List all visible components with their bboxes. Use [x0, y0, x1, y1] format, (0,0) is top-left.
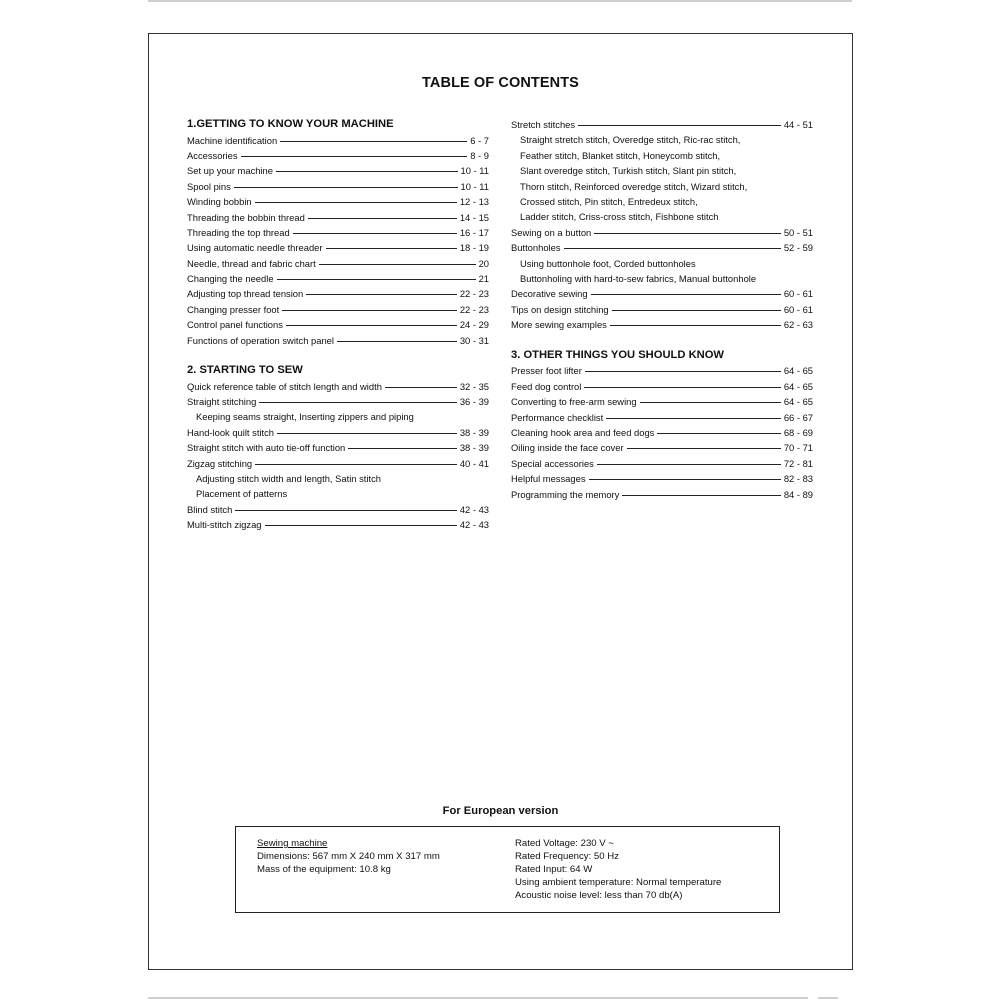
spec-line: Dimensions: 567 mm X 240 mm X 317 mm [257, 851, 440, 862]
toc-entry: Needle, thread and fabric chart 20 [187, 257, 489, 269]
spec-line: Rated Input: 64 W [515, 864, 593, 875]
toc-entry: Cleaning hook area and feed dogs 68 - 69 [511, 427, 813, 438]
toc-subentry: Feather stitch, Blanket stitch, Honeycomb stitch, [520, 149, 721, 161]
toc-entry: Set up your machine 10 - 11 [187, 165, 489, 177]
toc-entry: Control panel functions 24 - 29 [187, 319, 489, 331]
spec-heading: Sewing machine [257, 838, 328, 849]
toc-entry: Converting to free-arm sewing 64 - 65 [511, 396, 813, 408]
toc-entry: Oiling inside the face cover 70 - 71 [511, 442, 813, 454]
toc-subentry: Buttonholing with hard-to-sew fabrics, Manual buttonhole [520, 272, 757, 284]
specifications-right [515, 837, 721, 902]
toc-right-column [511, 117, 813, 502]
toc-entry: Performance checklist 66 - 67 [511, 411, 813, 423]
toc-subentry: Straight stretch stitch, Overedge stitch, Ric-rac stitch, [520, 134, 741, 146]
toc-subentry: Placement of patterns [196, 488, 288, 500]
toc-entry: Presser foot lifter 64 - 65 [511, 365, 813, 377]
toc-entry: Changing presser foot 22 - 23 [187, 303, 489, 315]
spec-line: Mass of the equipment: 10.8 kg [257, 864, 391, 875]
toc-entry: Spool pins 10 - 11 [187, 180, 489, 192]
document-page [148, 33, 853, 970]
page-title: TABLE OF CONTENTS [422, 75, 579, 91]
toc-entry: Quick reference table of stitch length and width 32 - 35 [187, 380, 489, 392]
toc-left-column [187, 117, 489, 533]
toc-entry: Helpful messages 82 - 83 [511, 473, 813, 485]
toc-entry: Buttonholes 52 - 59 [511, 242, 813, 254]
specifications-box [235, 826, 780, 913]
spec-line: Using ambient temperature: Normal temperature [515, 877, 722, 888]
toc-entry: Using automatic needle threader 18 - 19 [187, 242, 489, 254]
toc-entry: Special accessories 72 - 81 [511, 457, 813, 469]
toc-entry: Blind stitch 42 - 43 [187, 503, 489, 515]
spec-line: Rated Voltage: 230 V ~ [515, 838, 614, 849]
toc-entry: Machine identification 6 - 7 [187, 134, 489, 146]
toc-entry: Feed dog control 64 - 65 [511, 380, 813, 392]
spec-line: Acoustic noise level: less than 70 db(A) [515, 890, 683, 901]
toc-subentry: Thorn stitch, Reinforced overedge stitch, Wizard stitch, [520, 180, 748, 192]
toc-subentry: Crossed stitch, Pin stitch, Entredeux stitch, [520, 195, 698, 207]
toc-entry: Stretch stitches 44 - 51 [511, 119, 813, 131]
toc-subentry: Slant overedge stitch, Turkish stitch, Slant pin stitch, [520, 165, 737, 177]
toc-subentry: Adjusting stitch width and length, Satin stitch [196, 472, 382, 484]
toc-entry: Threading the top thread 16 - 17 [187, 226, 489, 238]
toc-entry: Winding bobbin 12 - 13 [187, 196, 489, 208]
toc-entry: Threading the bobbin thread 14 - 15 [187, 211, 489, 223]
toc-entry: Straight stitching 36 - 39 [187, 396, 489, 408]
toc-entry: Zigzag stitching 40 - 41 [187, 457, 489, 469]
top-divider [148, 0, 852, 2]
section-heading: 3. OTHER THINGS YOU SHOULD KNOW [511, 348, 724, 361]
toc-subentry: Ladder stitch, Criss-cross stitch, Fishbone stitch [520, 211, 719, 223]
toc-entry: Changing the needle 21 [187, 273, 489, 285]
toc-entry: Sewing on a button 50 - 51 [511, 226, 813, 238]
section-heading: 2. STARTING TO SEW [187, 364, 303, 377]
toc-subentry: Using buttonhole foot, Corded buttonholes [520, 257, 696, 269]
bottom-divider [148, 997, 808, 999]
toc-entry: Tips on design stitching 60 - 61 [511, 303, 813, 315]
toc-entry: Straight stitch with auto tie-off function 38 - 39 [187, 442, 489, 454]
toc-entry: Multi-stitch zigzag 42 - 43 [187, 519, 489, 531]
toc-entry: Functions of operation switch panel 30 - 31 [187, 334, 489, 346]
specifications-left [257, 837, 440, 876]
toc-entry: Adjusting top thread tension 22 - 23 [187, 288, 489, 300]
toc-entry: Decorative sewing 60 - 61 [511, 288, 813, 300]
toc-entry: Hand-look quilt stitch 38 - 39 [187, 427, 489, 438]
european-version-title: For European version [442, 805, 559, 817]
toc-subentry: Keeping seams straight, Inserting zippers and piping [196, 411, 414, 423]
toc-entry: More sewing examples 62 - 63 [511, 319, 813, 331]
section-heading: 1.GETTING TO KNOW YOUR MACHINE [187, 118, 394, 130]
toc-entry: Programming the memory 84 - 89 [511, 488, 813, 500]
toc-entry: Accessories 8 - 9 [187, 149, 489, 161]
spec-line: Rated Frequency: 50 Hz [515, 851, 619, 862]
bottom-divider-stub [818, 997, 838, 999]
